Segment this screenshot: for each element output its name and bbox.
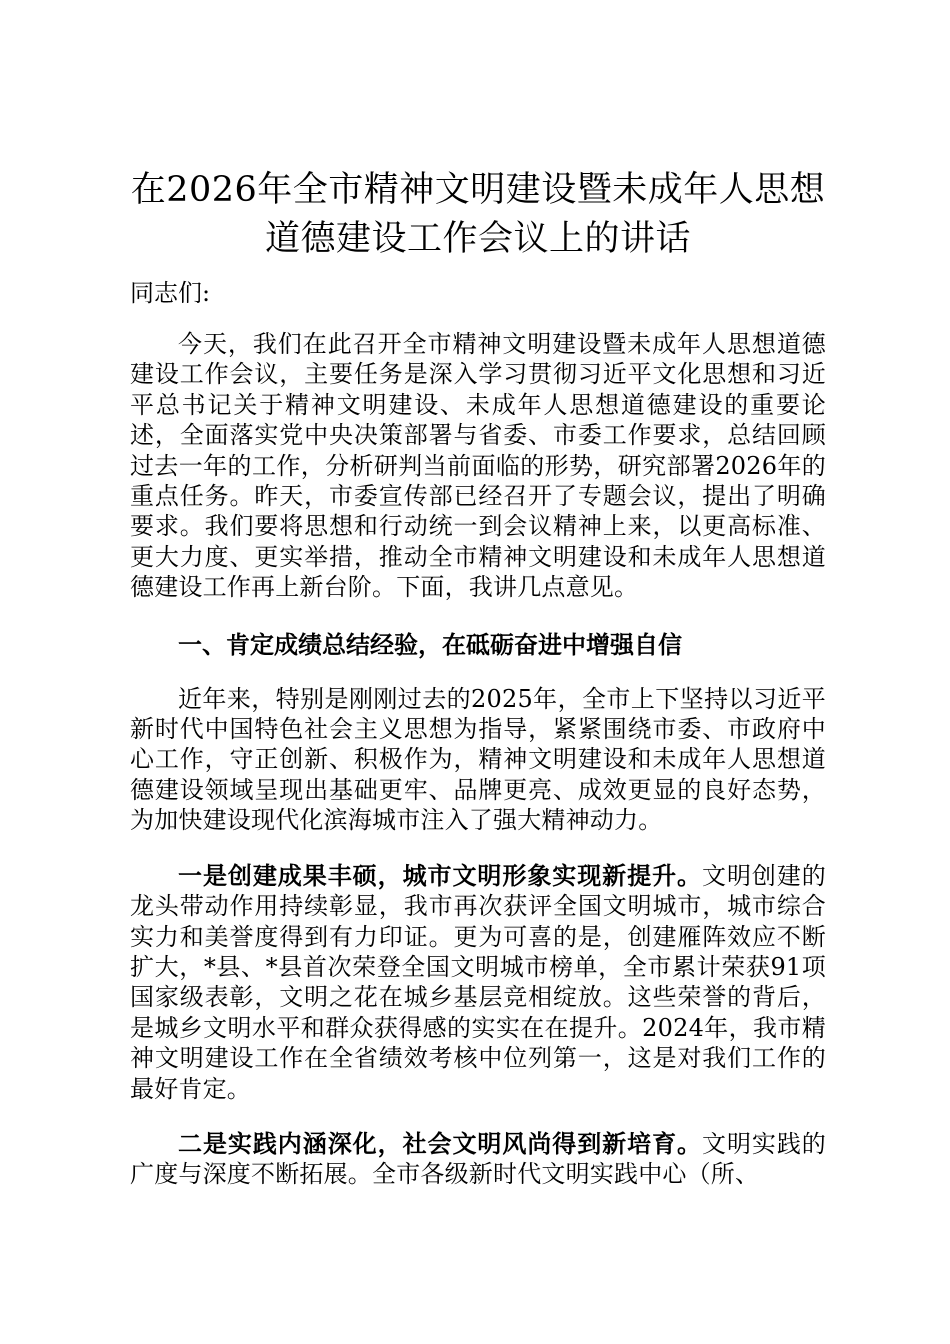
document-page: [130, 166, 826, 1190]
point-1-paragraph: [130, 861, 826, 1104]
point-2-lead: 二是实践内涵深化，社会文明风尚得到新培育。: [178, 1128, 702, 1158]
point-1-body: 文明创建的龙头带动作用持续彰显，我市再次获评全国文明城市，城市综合实力和美誉度得到有力印证。更为可喜的是，创建雁阵效应不断扩大，*县、*县首次荣登全国文明城市榜单，全市累计荣获91项国家级表彰，文明之花在城乡基层竞相绽放。这些荣誉的背后，是城乡文明水平和群众获得感的实实在在提升。2024年，我市精神文明建设工作在全省绩效考核中位列第一，这是对我们工作的最好肯定。: [130, 861, 827, 1103]
salutation: 同志们:: [130, 279, 211, 307]
intro-paragraph: 今天，我们在此召开全市精神文明建设暨未成年人思想道德建设工作会议，主要任务是深入学习贯彻习近平文化思想和习近平总书记关于精神文明建设、未成年人思想道德建设的重要论述，全面落实党中央决策部署与省委、市委工作要求，总结回顾过去一年的工作，分析研判当前面临的形势，研究部署2026年的重点任务。昨天，市委宣传部已经召开了专题会议，提出了明确要求。我们要将思想和行动统一到会议精神上来，以更高标准、更大力度、更实举措，推动全市精神文明建设和未成年人思想道德建设工作再上新台阶。下面，我讲几点意见。: [130, 330, 826, 602]
section-1-paragraph: 近年来，特别是刚刚过去的2025年，全市上下坚持以习近平新时代中国特色社会主义思想为指导，紧紧围绕市委、市政府中心工作，守正创新、积极作为，精神文明建设和未成年人思想道德建设领域呈现出基础更牢、品牌更亮、成效更显的良好态势，为加快建设现代化滨海城市注入了强大精神动力。: [130, 684, 826, 835]
point-1-lead: 一是创建成果丰硕，城市文明形象实现新提升。: [178, 860, 702, 890]
point-2-body: 文明实践的广度与深度不断拓展。全市各级新时代文明实践中心（所、: [130, 1129, 827, 1189]
title-line-2: 道德建设工作会议上的讲话: [264, 219, 691, 259]
document-title: [130, 166, 826, 264]
section-1-heading: 一、肯定成绩总结经验，在砥砺奋进中增强自信: [178, 629, 682, 659]
title-line-1: 在2026年全市精神文明建设暨未成年人思想: [130, 170, 826, 210]
point-2-paragraph: [130, 1129, 826, 1190]
